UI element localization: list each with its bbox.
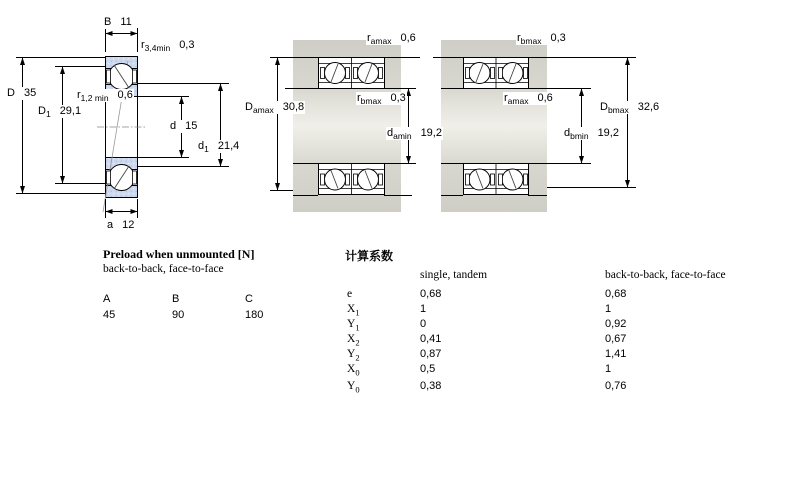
factors-title: 计算系数 — [345, 249, 394, 263]
dim-label-r12min: $r_{1,2 min}$ 0,6 — [77, 89, 133, 104]
dim-label-ramax-right: $r_{amax}$ 0,6 — [504, 92, 553, 107]
dim-label-Damax: $D_{amax}$ 30,8 — [245, 101, 305, 116]
factor-value-single-tandem: 0 — [420, 318, 427, 330]
factors-col-b2b-f2f: back-to-back, face-to-face — [605, 269, 726, 281]
factor-row-x2 — [0, 333, 800, 348]
factor-value-single-tandem: 0,5 — [420, 363, 436, 375]
dim-label-rbmax-mid: $r_{bmax}$ 0,3 — [357, 92, 406, 107]
factor-value-single-tandem: 0,38 — [420, 380, 442, 392]
preload-value-a: 45 — [103, 309, 116, 321]
preload-col-c: C — [245, 293, 253, 305]
factor-label: $Y_1$ — [347, 318, 360, 333]
factor-value-single-tandem: 0,87 — [420, 348, 442, 360]
dim-label-rbmax-right: $r_{bmax}$ 0,3 — [517, 32, 566, 47]
factor-label: $X_1$ — [347, 303, 360, 318]
dim-label-r34min: $r_{3,4min}$ 0,3 — [141, 39, 195, 54]
dim-label-D: D 35 — [7, 87, 37, 99]
dim-label-B: B 11 — [104, 16, 132, 28]
factor-value-b2b-f2f: 1 — [605, 363, 612, 375]
dim-label-D1: $D_1$ 29,1 — [38, 105, 82, 120]
factor-value-b2b-f2f: 0,68 — [605, 288, 627, 300]
factor-label: $X_2$ — [347, 333, 360, 348]
dim-label-d: d 15 — [170, 120, 198, 132]
factor-row-x0 — [0, 363, 800, 378]
preload-subtitle: back-to-back, face-to-face — [103, 263, 224, 275]
factor-value-single-tandem: 1 — [420, 303, 427, 315]
factor-label: $Y_2$ — [347, 348, 360, 363]
dim-label-damin: $d_{amin}$ 19,2 — [387, 127, 442, 142]
factor-value-b2b-f2f: 0,92 — [605, 318, 627, 330]
dim-label-Dbmax: $D_{bmax}$ 32,6 — [600, 101, 660, 116]
factor-row-e — [0, 288, 800, 303]
preload-title: Preload when unmounted [N] — [103, 247, 255, 261]
factor-value-b2b-f2f: 1 — [605, 303, 612, 315]
dim-label-a: a 12 — [107, 219, 135, 231]
factor-row-y0 — [0, 380, 800, 395]
factor-label: $X_0$ — [347, 363, 360, 378]
factor-label: $Y_0$ — [347, 380, 360, 395]
factor-row-y1 — [0, 318, 800, 333]
factor-value-b2b-f2f: 0,67 — [605, 333, 627, 345]
factor-value-b2b-f2f: 1,41 — [605, 348, 627, 360]
preload-value-b: 90 — [172, 309, 185, 321]
preload-value-c: 180 — [245, 309, 264, 321]
factor-value-single-tandem: 0,41 — [420, 333, 442, 345]
factor-row-x1 — [0, 303, 800, 318]
dim-label-ramax-mid: $r_{amax}$ 0,6 — [367, 32, 416, 47]
factor-value-b2b-f2f: 0,76 — [605, 380, 627, 392]
dim-label-dbmin: $d_{bmin}$ 19,2 — [564, 127, 619, 142]
factor-value-single-tandem: 0,68 — [420, 288, 442, 300]
factor-row-y2 — [0, 348, 800, 363]
dim-label-d1: $d_1$ 21,4 — [198, 140, 240, 155]
factors-col-single-tandem: single, tandem — [420, 269, 488, 281]
factor-label: e — [347, 288, 353, 300]
preload-col-b: B — [172, 293, 180, 305]
preload-col-a: A — [103, 293, 111, 305]
